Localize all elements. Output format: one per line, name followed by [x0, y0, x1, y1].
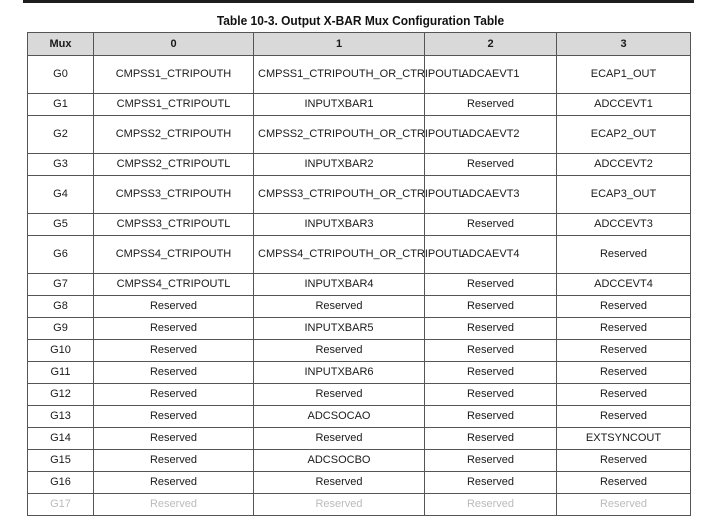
table-title: Table 10-3. Output X-BAR Mux Configuration Table: [216, 13, 505, 28]
table-body: [28, 56, 691, 516]
table-row: [28, 450, 691, 472]
signal-cell-0: Reserved: [94, 494, 254, 516]
signal-cell-0: CMPSS2_CTRIPOUTL: [94, 154, 254, 176]
signal-cell-1: ADCSOCBO: [254, 450, 425, 472]
signal-cell-1: INPUTXBAR6: [254, 362, 425, 384]
signal-cell-0: CMPSS1_CTRIPOUTL: [94, 94, 254, 116]
table-row: [28, 116, 691, 154]
signal-cell-0: CMPSS4_CTRIPOUTH: [94, 236, 254, 274]
table-row: [28, 236, 691, 274]
signal-cell-2: ADCAEVT1: [425, 56, 557, 94]
signal-cell-1: INPUTXBAR2: [254, 154, 425, 176]
mux-cell: G4: [28, 176, 94, 214]
signal-cell-0: Reserved: [94, 296, 254, 318]
signal-cell-1: INPUTXBAR3: [254, 214, 425, 236]
table-row: [28, 318, 691, 340]
signal-cell-1: ADCSOCAO: [254, 406, 425, 428]
signal-cell-2: Reserved: [425, 494, 557, 516]
mux-cell: G9: [28, 318, 94, 340]
signal-cell-3: Reserved: [557, 340, 691, 362]
signal-cell-3: Reserved: [557, 384, 691, 406]
mux-cell: G5: [28, 214, 94, 236]
signal-cell-2: Reserved: [425, 94, 557, 116]
signal-cell-2: ADCAEVT4: [425, 236, 557, 274]
table-row: [28, 472, 691, 494]
signal-cell-3: ECAP3_OUT: [557, 176, 691, 214]
mux-cell: G7: [28, 274, 94, 296]
signal-cell-3: EXTSYNCOUT: [557, 428, 691, 450]
signal-cell-2: Reserved: [425, 296, 557, 318]
table-row: [28, 384, 691, 406]
signal-cell-1: INPUTXBAR5: [254, 318, 425, 340]
table-row: [28, 428, 691, 450]
table-row: [28, 406, 691, 428]
header-mux: Mux: [28, 33, 94, 56]
signal-cell-1: CMPSS3_CTRIPOUTH_OR_CTRIPOUTL: [254, 176, 425, 214]
table-row: [28, 154, 691, 176]
signal-cell-1: INPUTXBAR4: [254, 274, 425, 296]
signal-cell-3: ECAP2_OUT: [557, 116, 691, 154]
table-row: [28, 274, 691, 296]
signal-cell-0: Reserved: [94, 428, 254, 450]
table-row: [28, 176, 691, 214]
mux-cell: G12: [28, 384, 94, 406]
header-row: [28, 33, 691, 56]
header-2: 2: [425, 33, 557, 56]
header-3: 3: [557, 33, 691, 56]
signal-cell-2: Reserved: [425, 154, 557, 176]
signal-cell-2: ADCAEVT3: [425, 176, 557, 214]
signal-cell-3: ADCCEVT3: [557, 214, 691, 236]
signal-cell-0: Reserved: [94, 318, 254, 340]
signal-cell-3: Reserved: [557, 406, 691, 428]
signal-cell-2: Reserved: [425, 362, 557, 384]
signal-cell-2: Reserved: [425, 274, 557, 296]
signal-cell-1: CMPSS1_CTRIPOUTH_OR_CTRIPOUTL: [254, 56, 425, 94]
signal-cell-3: Reserved: [557, 362, 691, 384]
mux-cell: G10: [28, 340, 94, 362]
header-1: 1: [254, 33, 425, 56]
signal-cell-0: CMPSS1_CTRIPOUTH: [94, 56, 254, 94]
signal-cell-0: Reserved: [94, 384, 254, 406]
signal-cell-3: Reserved: [557, 472, 691, 494]
mux-cell: G3: [28, 154, 94, 176]
signal-cell-0: Reserved: [94, 340, 254, 362]
signal-cell-0: CMPSS3_CTRIPOUTL: [94, 214, 254, 236]
signal-cell-1: Reserved: [254, 428, 425, 450]
signal-cell-3: Reserved: [557, 318, 691, 340]
signal-cell-0: Reserved: [94, 450, 254, 472]
signal-cell-0: Reserved: [94, 472, 254, 494]
mux-cell: G13: [28, 406, 94, 428]
signal-cell-0: CMPSS2_CTRIPOUTH: [94, 116, 254, 154]
signal-cell-1: CMPSS4_CTRIPOUTH_OR_CTRIPOUTL: [254, 236, 425, 274]
table-row: [28, 94, 691, 116]
signal-cell-3: ADCCEVT1: [557, 94, 691, 116]
mux-cell: G15: [28, 450, 94, 472]
mux-cell: G8: [28, 296, 94, 318]
top-rule: [23, 0, 694, 3]
signal-cell-2: Reserved: [425, 340, 557, 362]
table-row: [28, 494, 691, 516]
signal-cell-3: Reserved: [557, 296, 691, 318]
signal-cell-1: Reserved: [254, 384, 425, 406]
mux-cell: G14: [28, 428, 94, 450]
signal-cell-1: Reserved: [254, 296, 425, 318]
signal-cell-2: Reserved: [425, 450, 557, 472]
signal-cell-0: CMPSS3_CTRIPOUTH: [94, 176, 254, 214]
mux-config-table: [27, 32, 691, 516]
signal-cell-1: CMPSS2_CTRIPOUTH_OR_CTRIPOUTL: [254, 116, 425, 154]
mux-cell: G0: [28, 56, 94, 94]
signal-cell-3: Reserved: [557, 494, 691, 516]
signal-cell-1: Reserved: [254, 494, 425, 516]
signal-cell-3: ECAP1_OUT: [557, 56, 691, 94]
signal-cell-3: ADCCEVT2: [557, 154, 691, 176]
table-row: [28, 362, 691, 384]
header-0: 0: [94, 33, 254, 56]
signal-cell-3: Reserved: [557, 236, 691, 274]
signal-cell-2: Reserved: [425, 472, 557, 494]
table-row: [28, 296, 691, 318]
table-row: [28, 340, 691, 362]
signal-cell-1: Reserved: [254, 340, 425, 362]
mux-cell: G1: [28, 94, 94, 116]
table-row: [28, 56, 691, 94]
signal-cell-2: ADCAEVT2: [425, 116, 557, 154]
signal-cell-1: INPUTXBAR1: [254, 94, 425, 116]
mux-cell: G6: [28, 236, 94, 274]
mux-cell: G2: [28, 116, 94, 154]
mux-cell: G16: [28, 472, 94, 494]
signal-cell-3: Reserved: [557, 450, 691, 472]
signal-cell-2: Reserved: [425, 214, 557, 236]
signal-cell-2: Reserved: [425, 384, 557, 406]
signal-cell-1: Reserved: [254, 472, 425, 494]
signal-cell-0: Reserved: [94, 362, 254, 384]
signal-cell-0: Reserved: [94, 406, 254, 428]
mux-cell: G17: [28, 494, 94, 516]
signal-cell-2: Reserved: [425, 428, 557, 450]
table-row: [28, 214, 691, 236]
mux-cell: G11: [28, 362, 94, 384]
signal-cell-2: Reserved: [425, 406, 557, 428]
signal-cell-0: CMPSS4_CTRIPOUTL: [94, 274, 254, 296]
signal-cell-2: Reserved: [425, 318, 557, 340]
signal-cell-3: ADCCEVT4: [557, 274, 691, 296]
